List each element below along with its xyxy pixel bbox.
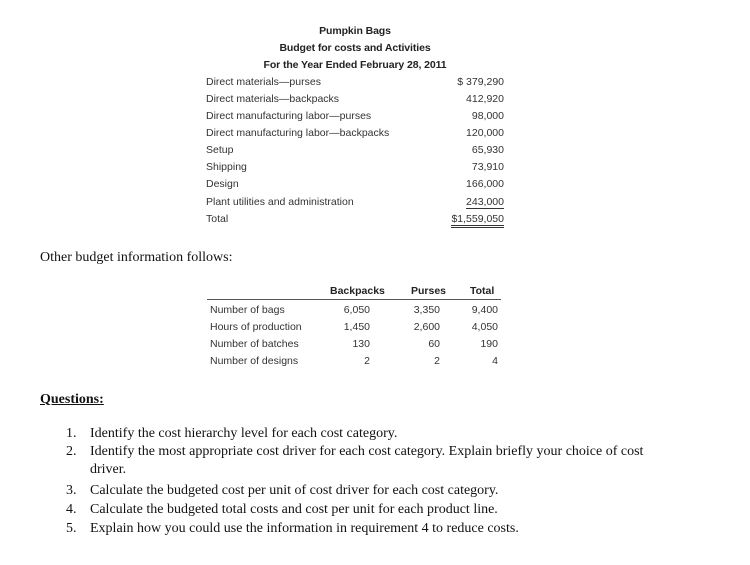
cell-total: 4 xyxy=(492,355,498,367)
question-number: 1. xyxy=(66,426,77,441)
budget-row-label: Direct materials—backpacks xyxy=(206,93,340,105)
cell-backpacks: 2 xyxy=(364,355,370,367)
question-text: Calculate the budgeted cost per unit of cost driver for each cost category. xyxy=(90,483,499,498)
budget-row xyxy=(206,93,504,110)
cell-backpacks: 1,450 xyxy=(343,321,370,333)
budget-row xyxy=(206,127,504,144)
question-number: 5. xyxy=(66,521,77,536)
budget-row-label: Shipping xyxy=(206,161,247,173)
cell-total: 190 xyxy=(480,338,498,350)
question-number: 4. xyxy=(66,502,77,517)
header-backpacks: Backpacks xyxy=(330,285,385,297)
budget-row-label: Direct manufacturing labor—purses xyxy=(206,110,372,122)
budget-period: For the Year Ended February 28, 2011 xyxy=(263,59,447,71)
cell-purses: 3,350 xyxy=(413,304,440,316)
question-number: 3. xyxy=(66,483,77,498)
budget-row xyxy=(206,178,504,195)
budget-row-label: Direct manufacturing labor—backpacks xyxy=(206,127,390,139)
budget-row-amount: 120,000 xyxy=(466,127,504,139)
budget-row xyxy=(206,161,504,178)
budget-company-title: Pumpkin Bags xyxy=(319,25,391,37)
question-text: Calculate the budgeted total costs and cost per unit for each product line. xyxy=(90,502,498,517)
row-label: Number of bags xyxy=(210,304,285,316)
table-header-rule xyxy=(207,299,501,300)
budget-row-amount: 243,000 xyxy=(466,196,504,208)
question-text: Identify the most appropriate cost driver for each cost category. Explain briefly your choice of cost driver. xyxy=(90,444,644,477)
budget-total-amount: $1,559,050 xyxy=(451,213,504,228)
row-label: Hours of production xyxy=(210,321,302,333)
budget-row xyxy=(206,110,504,127)
question-item xyxy=(66,482,686,500)
question-text: Explain how you could use the information in requirement 4 to reduce costs. xyxy=(90,521,519,536)
question-item xyxy=(66,520,686,538)
budget-subtitle: Budget for costs and Activities xyxy=(279,42,431,54)
cell-total: 9,400 xyxy=(471,304,498,316)
budget-row xyxy=(206,196,504,213)
question-text: Identify the cost hierarchy level for each cost category. xyxy=(90,426,398,441)
cell-total: 4,050 xyxy=(471,321,498,333)
budget-total-label: Total xyxy=(206,213,229,225)
question-item xyxy=(66,443,686,479)
cell-purses: 2 xyxy=(434,355,440,367)
budget-row-amount: 166,000 xyxy=(466,178,504,190)
questions-heading: Questions: xyxy=(40,392,104,407)
cell-backpacks: 6,050 xyxy=(343,304,370,316)
other-info-intro: Other budget information follows: xyxy=(40,250,233,265)
cell-purses: 60 xyxy=(428,338,440,350)
budget-row-amount: 73,910 xyxy=(471,161,504,173)
budget-row xyxy=(206,76,504,93)
budget-row xyxy=(206,144,504,161)
budget-row-amount: $ 379,290 xyxy=(457,76,504,88)
budget-row-label: Direct materials—purses xyxy=(206,76,321,88)
question-number: 2. xyxy=(66,444,77,459)
question-item xyxy=(66,425,686,443)
budget-row-amount: 98,000 xyxy=(471,110,504,122)
budget-row-amount: 412,920 xyxy=(466,93,504,105)
budget-row-label: Design xyxy=(206,178,239,190)
budget-row-amount: 65,930 xyxy=(471,144,504,156)
budget-row-label: Setup xyxy=(206,144,234,156)
header-total: Total xyxy=(470,285,495,297)
budget-row-label: Plant utilities and administration xyxy=(206,196,354,208)
row-label: Number of batches xyxy=(210,338,299,350)
budget-total-row xyxy=(206,213,504,230)
row-label: Number of designs xyxy=(210,355,299,367)
cell-purses: 2,600 xyxy=(413,321,440,333)
header-purses: Purses xyxy=(411,285,447,297)
question-item xyxy=(66,501,686,519)
cell-backpacks: 130 xyxy=(352,338,370,350)
